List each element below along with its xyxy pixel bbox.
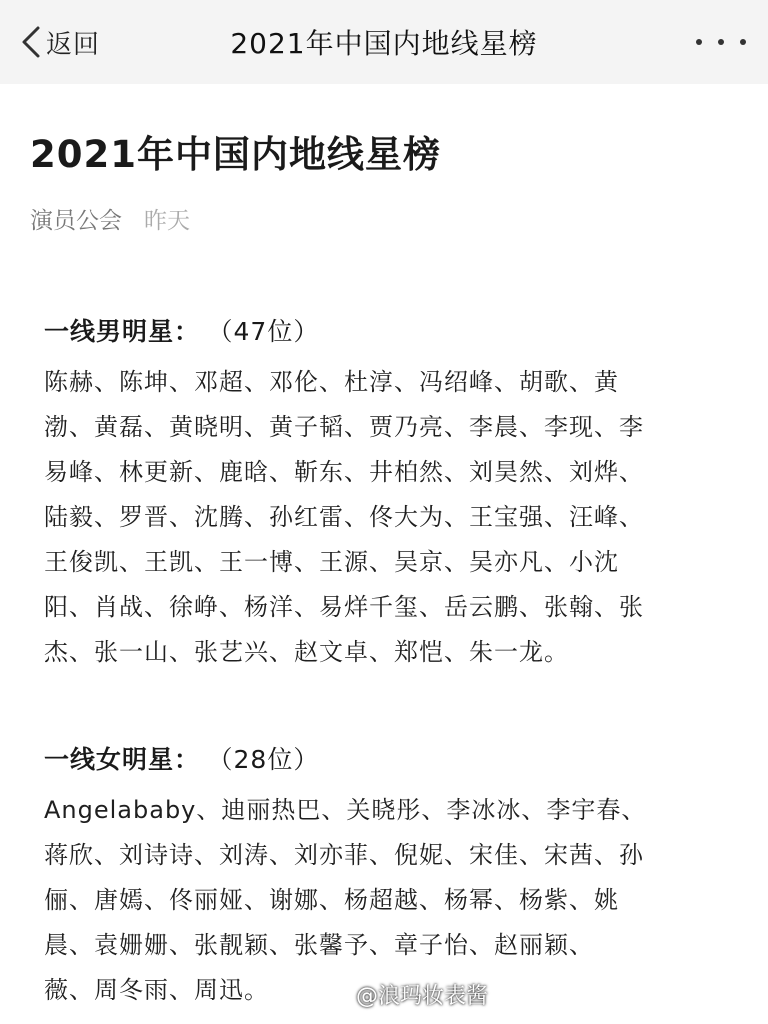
navigation-bar — [0, 0, 768, 84]
list-line: 渤、黄磊、黄晓明、黄子韬、贾乃亮、李晨、李现、李 — [44, 413, 644, 441]
publish-date: 昨天 — [144, 208, 190, 234]
article-title: 2021年中国内地线星榜 — [30, 133, 441, 176]
ellipsis-icon — [696, 39, 702, 45]
weibo-logo-icon — [320, 983, 350, 1007]
section-count: （47位） — [220, 317, 320, 346]
ellipsis-icon — [740, 39, 746, 45]
watermark-text: @浪玛妆表酱 — [355, 984, 488, 1009]
section-heading-male — [44, 312, 319, 348]
list-line: 杰、张一山、张艺兴、赵文卓、郑恺、朱一龙。 — [44, 638, 569, 666]
more-options-button[interactable] — [696, 28, 746, 56]
nav-title: 2021年中国内地线星榜 — [230, 27, 538, 60]
list-line: Angelababy、迪丽热巴、关晓彤、李冰冰、李宇春、 — [44, 796, 647, 824]
list-line: 易峰、林更新、鹿晗、靳东、井柏然、刘昊然、刘烨、 — [44, 458, 644, 486]
list-line: 陈赫、陈坤、邓超、邓伦、杜淳、冯绍峰、胡歌、黄 — [44, 368, 619, 396]
list-line: 薇、周冬雨、周迅。 — [44, 976, 269, 1004]
article-meta — [30, 202, 190, 235]
ellipsis-icon — [718, 39, 724, 45]
article-body — [0, 84, 768, 1024]
author-link[interactable]: 演员公会 — [30, 208, 122, 234]
list-line: 俪、唐嫣、佟丽娅、谢娜、杨超越、杨幂、杨紫、姚 — [44, 886, 619, 914]
section-heading-label: 一线男明星： — [44, 317, 201, 346]
section-count: （28位） — [220, 745, 320, 774]
list-line: 陆毅、罗晋、沈腾、孙红雷、佟大为、王宝强、汪峰、 — [44, 503, 644, 531]
list-line: 阳、肖战、徐峥、杨洋、易烊千玺、岳云鹏、张翰、张 — [44, 593, 644, 621]
section-heading-label: 一线女明星： — [44, 745, 201, 774]
list-line: 蒋欣、刘诗诗、刘涛、刘亦菲、倪妮、宋佳、宋茜、孙 — [44, 841, 644, 869]
watermark — [320, 979, 488, 1010]
list-line: 晨、袁姗姗、张靓颖、张馨予、章子怡、赵丽颖、 — [44, 931, 594, 959]
name-list-male — [44, 360, 716, 675]
back-button-label: 返回 — [46, 29, 101, 60]
section-heading-female — [44, 740, 319, 776]
list-line: 王俊凯、王凯、王一博、王源、吴京、吴亦凡、小沈 — [44, 548, 619, 576]
